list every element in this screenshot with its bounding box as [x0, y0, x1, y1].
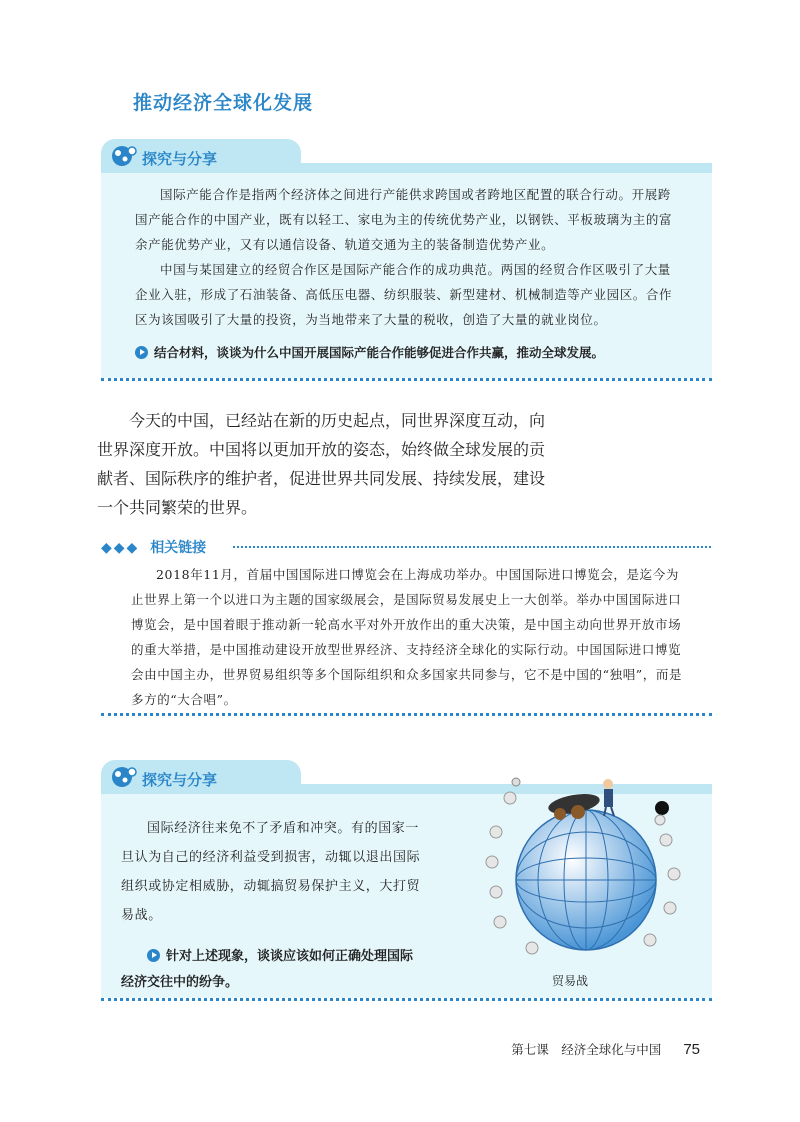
explore1-paragraph-2: 中国与某国建立的经贸合作区是国际产能合作的成功典范。两国的经贸合作区吸引了大量企业入驻，形成了石油装备、高低压电器、纺织服装、新型建材、机械制造等产业园区。合作区为该国吸引了大量的投资，为当地带来了大量的税收，创造了大量的就业岗位。	[135, 262, 673, 327]
explore2-prompt-text: 针对上述现象，谈谈应该如何正确处理国际经济交往中的纷争。	[121, 949, 414, 990]
explore-icon-2	[110, 765, 138, 793]
related-dotted-line	[233, 546, 711, 548]
page-footer	[511, 1040, 700, 1058]
explore2-prompt	[121, 944, 421, 996]
explore-icon-1	[110, 144, 138, 172]
related-title: 相关链接	[150, 540, 207, 556]
explore1-prompt	[135, 340, 682, 366]
explore1-prompt-text: 结合材料，谈谈为什么中国开展国际产能合作能够促进合作共赢，推动全球发展。	[154, 345, 605, 360]
trade-war-illustration	[474, 770, 694, 984]
related-heading	[101, 537, 206, 557]
explore2-paragraph: 国际经济往来免不了矛盾和冲突。有的国家一旦认为自己的经济利益受到损害，动辄以退出国际组织或协定相威胁，动辄搞贸易保护主义，大打贸易战。	[121, 821, 421, 923]
related-content	[101, 562, 712, 712]
explore1-paragraph-1: 国际产能合作是指两个经济体之间进行产能供求跨国或者跨地区配置的联合行动。开展跨国产能合作的中国产业，既有以轻工、家电为主的传统优势产业，以钢铁、平板玻璃为主的富余产能优势产业，又有以通信设备、轨道交通为主的装备制造优势产业。	[135, 187, 673, 252]
figure-icon	[603, 779, 614, 816]
illustration-caption: 贸易战	[552, 974, 589, 988]
explore-box-1	[101, 173, 712, 378]
play-bullet-icon	[147, 949, 160, 962]
footer-lesson: 第七课 经济全球化与中国	[511, 1042, 662, 1057]
play-bullet-icon	[135, 346, 148, 359]
explore-divider-1	[101, 378, 712, 381]
page-number: 75	[683, 1041, 700, 1058]
section-title: 推动经济全球化发展	[133, 92, 314, 114]
explore-divider-2	[101, 998, 712, 1001]
main-text: 今天的中国，已经站在新的历史起点，同世界深度互动，向世界深度开放。中国将以更加开放的姿态，始终做全球发展的贡献者、国际秩序的维护者，促进世界共同发展、持续发展，建设一个共同繁荣的世界。	[97, 411, 546, 517]
related-divider	[101, 713, 712, 716]
bomb-icon	[655, 801, 669, 815]
related-paragraph: 2018年11月，首届中国国际进口博览会在上海成功举办。中国国际进口博览会，是迄今为止世界上第一个以进口为主题的国家级展会，是国际贸易发展史上一大创举。举办中国国际进口博览会，是中国着眼于推动新一轮高水平对外开放作出的重大决策，是中国主动向世界开放市场的重大举措，是中国推动建设开放型世界经济、支持经济全球化的实际行动。中国国际进口博览会由中国主办，世界贸易组织等多个国际组织和众多国家共同参与，它不是中国的“独唱”，而是多方的“大合唱”。	[131, 567, 683, 707]
diamond-bullets-icon: ◆◆◆	[101, 540, 140, 556]
globe-icon	[516, 810, 656, 950]
explore-title-1: 探究与分享	[142, 150, 218, 168]
explore-title-2: 探究与分享	[142, 771, 218, 789]
